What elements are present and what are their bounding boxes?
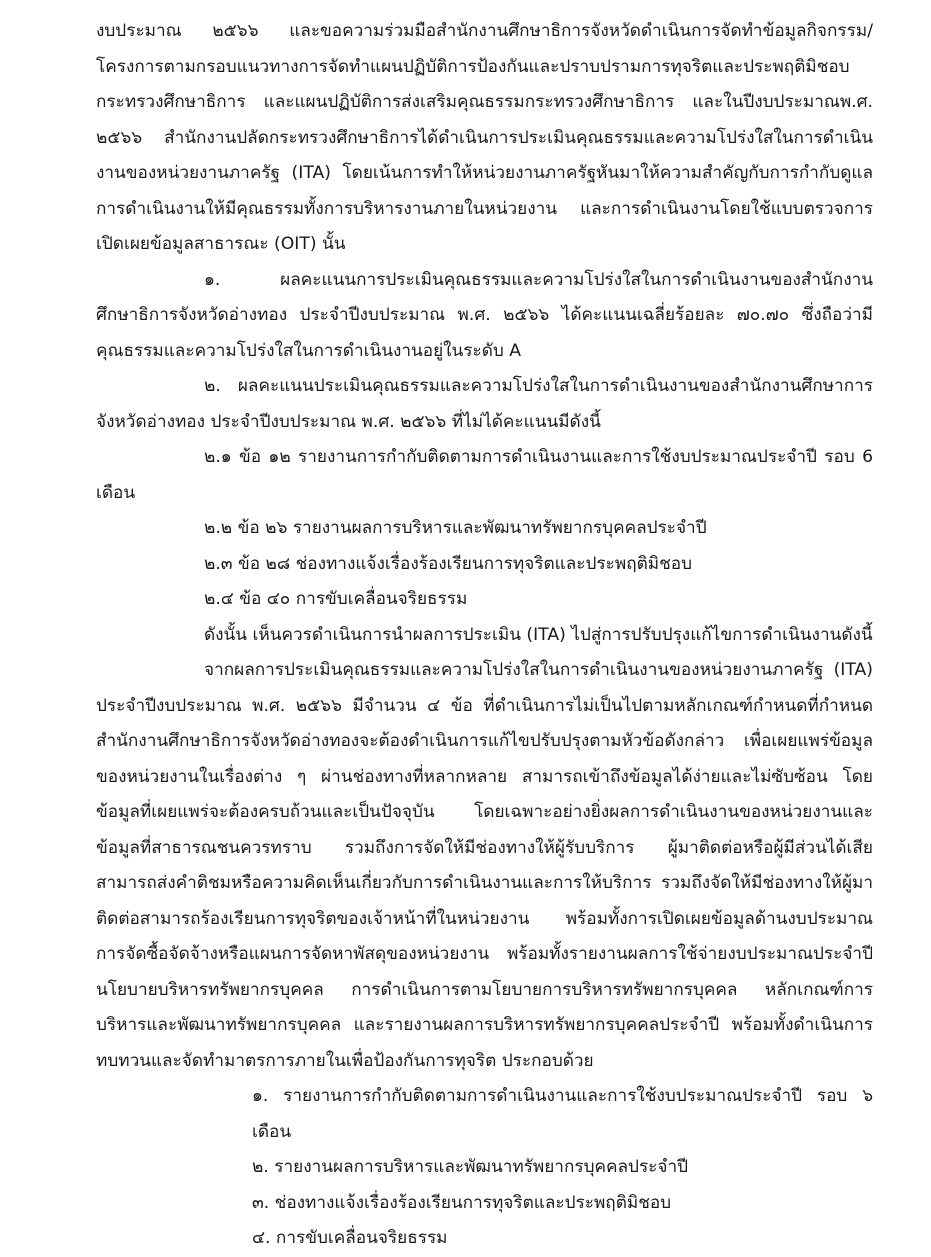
list-item-3: ๓. ช่องทางแจ้งเรื่องร้องเรียนการทุจริตและประพฤติมิชอบ — [252, 1192, 672, 1213]
subitem-2-1: ๒.๑ ข้อ ๑๒ รายงานการกำกับติดตามการดำเนินงานและการใช้งบประมาณประจำปี รอบ 6 เดือน — [96, 447, 873, 503]
list-item-2: ๒. รายงานผลการบริหารและพัฒนาทรัพยากรบุคคลประจำปี — [252, 1157, 689, 1177]
subitem-2-4: ๒.๔ ข้อ ๔๐ การขับเคลื่อนจริยธรรม — [204, 589, 468, 609]
subitem-2-2: ๒.๒ ข้อ ๒๖ รายงานผลการบริหารและพัฒนาทรัพยากรบุคคลประจำปี — [204, 518, 707, 538]
document-body — [96, 14, 873, 1257]
paragraph-item-1-score: ๑. ผลคะแนนการประเมินคุณธรรมและความโปร่งใสในการดำเนินงานของสำนักงานศึกษาธิการจังหวัดอ่างทอง ประจำปีงบประมาณ พ.ศ. ๒๕๖๖ ได้คะแนนเฉลี่ยร้อยละ ๗๐.๗๐ ซึ่งถือว่ามีคุณธรรมและความโปร่งใสในการดำเนินงานอยู่ในระดับ A — [96, 269, 873, 361]
list-item-4: ๔. การขับเคลื่อนจริยธรรม — [252, 1228, 448, 1248]
subitem-2-3: ๒.๓ ข้อ ๒๘ ช่องทางแจ้งเรื่องร้องเรียนการทุจริตและประพฤติมิชอบ — [204, 553, 693, 574]
paragraph-assessment-results: จากผลการประเมินคุณธรรมและความโปร่งใสในการดำเนินงานของหน่วยงานภาครัฐ (ITA) ประจำปีงบประมาณ พ.ศ. ๒๕๖๖ มีจำนวน ๔ ข้อ ที่ดำเนินการไม่เป็นไปตามหลักเกณฑ์กำหนดที่กำหนด สำนักงานศึกษาธิการจังหวัดอ่างทองจะต้องดำเนินการแก้ไขปรับปรุงตามหัวข้อดังกล่าว เพื่อเผยแพร่ข้อมูลของหน่วยงานในเรื่องต่าง ๆ ผ่านช่องทางที่หลากหลาย สามารถเข้าถึงข้อมูลได้ง่ายและไม่ซับซ้อน โดยข้อมูลที่เผยแพร่จะต้องครบถ้วนและเป็นปัจจุบัน โดยเฉพาะอย่างยิ่งผลการดำเนินงานของหน่วยงานและข้อมูลที่สาธารณชนควรทราบ รวมถึงการจัดให้มีช่องทางให้ผู้รับบริการ ผู้มาติดต่อหรือผู้มีส่วนได้เสีย สามารถส่งคำติชมหรือความคิดเห็นเกี่ยวกับการดำเนินงานและการให้บริการ รวมถึงจัดให้มีช่องทางให้ผู้มาติดต่อสามารถร้องเรียนการทุจริตของเจ้าหน้าที่ในหน่วยงาน พร้อมทั้งการเปิดเผยข้อมูลด้านงบประมาณ การจัดซื้อจัดจ้างหรือแผนการจัดหาพัสดุของหน่วยงาน พร้อมทั้งรายงานผลการใช้จ่ายงบประมาณประจำปี นโยบายบริหารทรัพยากรบุคคล การดำเนินการตามโยบายการบริหารทรัพยากรบุคคล หลักเกณฑ์การบริหารและพัฒนาทรัพยากรบุคคล และรายงานผลการบริหารทรัพยากรบุคคลประจำปี พร้อมทั้งดำเนินการทบทวนและจัดทำมาตรการภายในเพื่อป้องกันการทุจริต ประกอบด้วย — [96, 660, 873, 1071]
paragraph-item-2-missing-scores: ๒. ผลคะแนนประเมินคุณธรรมและความโปร่งใสในการดำเนินงานของสำนักงานศึกษาการจังหวัดอ่างทอง ประจำปีงบประมาณ พ.ศ. ๒๕๖๖ ที่ไม่ได้คะแนนมีดังนี้ — [96, 376, 873, 432]
paragraph-conclusion-lead: ดังนั้น เห็นควรดำเนินการนำผลการประเมิน (ITA) ไปสู่การปรับปรุงแก้ไขการดำเนินงานดังนี้ — [204, 624, 873, 645]
paragraph-intro: งบประมาณ ๒๕๖๖ และขอความร่วมมือสำนักงานศึกษาธิการจังหวัดดำเนินการจัดทำข้อมูลกิจกรรม/โครงการตามกรอบแนวทางการจัดทำแผนปฏิบัติการป้องกันและปราบปรามการทุจริตและประพฤติมิชอบกระทรวงศึกษาธิการ และแผนปฏิบัติการส่งเสริมคุณธรรมกระทรวงศึกษาธิการ และในปีงบประมาณพ.ศ. ๒๕๖๖ สำนักงานปลัดกระทรวงศึกษาธิการได้ดำเนินการประเมินคุณธรรมและความโปร่งใสในการดำเนินงานของหน่วยงานภาครัฐ (ITA) โดยเน้นการทำให้หน่วยงานภาครัฐหันมาให้ความสำคัญกับการกำกับดูแลการดำเนินงานให้มีคุณธรรมทั้งการบริหารงานภายในหน่วยงาน และการดำเนินงานโดยใช้แบบตรวจการเปิดเผยข้อมูลสาธารณะ (OIT) นั้น — [96, 21, 873, 254]
list-item-1: ๑. รายงานการกำกับติดตามการดำเนินงานและการใช้งบประมาณประจำปี รอบ ๖ เดือน — [252, 1086, 873, 1142]
